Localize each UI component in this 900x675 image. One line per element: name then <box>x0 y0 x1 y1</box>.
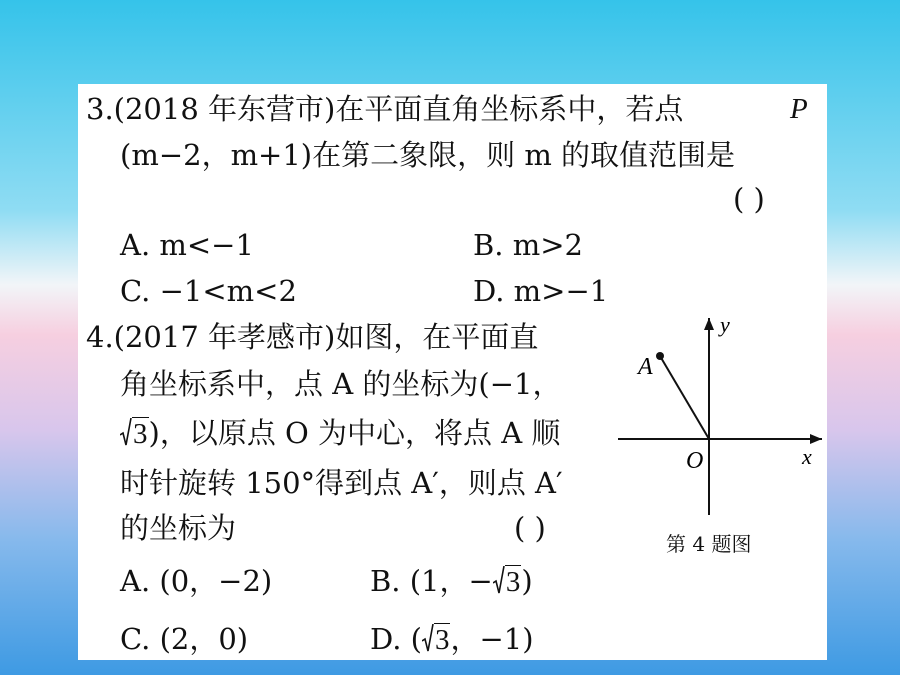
coordinate-figure <box>598 310 828 520</box>
y-axis-label: y <box>720 312 730 337</box>
q4-line-3 <box>120 416 560 451</box>
q3-option-c[interactable]: C. −1<m<2 <box>120 274 297 308</box>
q4-option-d-radicand: 3 <box>434 624 450 656</box>
q4-option-b[interactable] <box>370 564 533 599</box>
q3-number: 3. <box>86 92 114 126</box>
q4-option-b-radicand: 3 <box>505 566 521 598</box>
q3-point-label: P <box>790 93 808 125</box>
sqrt-symbol <box>493 564 522 599</box>
q3-option-a[interactable]: A. m<−1 <box>120 228 254 262</box>
x-axis-label: x <box>802 444 812 469</box>
figure-caption: 第 4 题图 <box>666 532 752 556</box>
q4-option-a[interactable]: A. (0，−2) <box>120 564 273 598</box>
radical-sign-icon <box>422 624 434 652</box>
radical-sign-icon <box>120 418 132 446</box>
q4-answer-bracket: ( ) <box>514 511 546 545</box>
y-axis-arrow-icon <box>704 318 714 330</box>
q4-line-4: 时针旋转 150°得到点 A′，则点 A′ <box>120 466 563 500</box>
q4-option-c[interactable]: C. (2，0) <box>120 622 249 656</box>
radical-sign-icon <box>493 566 505 594</box>
q4-line-1: 4.(2017 年孝感市)如图，在平面直 <box>86 320 539 354</box>
q4-option-b-prefix: B. (1，− <box>370 564 493 598</box>
q3-answer-bracket: ( ) <box>733 182 765 216</box>
q3-line-1 <box>86 92 683 126</box>
sqrt-symbol <box>422 622 451 657</box>
q4-radicand: 3 <box>133 418 148 450</box>
point-a <box>656 352 664 360</box>
segment-oa <box>660 356 709 439</box>
point-a-label: A <box>638 354 653 380</box>
q4-line-5: 的坐标为 <box>120 511 237 545</box>
q3-option-d[interactable]: D. m>−1 <box>473 274 609 308</box>
q4-option-d-prefix: D. ( <box>370 622 422 656</box>
q4-option-b-suffix: ) <box>521 564 533 598</box>
q3-option-b[interactable]: B. m>2 <box>473 228 583 262</box>
q4-option-d[interactable] <box>370 622 534 657</box>
x-axis-arrow-icon <box>810 434 822 444</box>
question-card <box>78 84 827 660</box>
q3-line-2: (m−2，m+1)在第二象限，则 m 的取值范围是 <box>120 138 736 172</box>
q3-source: (2018 年东营市) <box>113 92 336 126</box>
q3-text-1: 在平面直角坐标系中，若点 <box>335 92 684 126</box>
q4-option-d-suffix: ，−1) <box>450 622 534 656</box>
sqrt-symbol <box>120 416 149 451</box>
q4-line-3-text: )，以原点 O 为中心，将点 A 顺 <box>148 416 561 450</box>
origin-label: O <box>686 448 704 474</box>
q4-line-2: 角坐标系中，点 A 的坐标为(−1， <box>120 367 562 401</box>
